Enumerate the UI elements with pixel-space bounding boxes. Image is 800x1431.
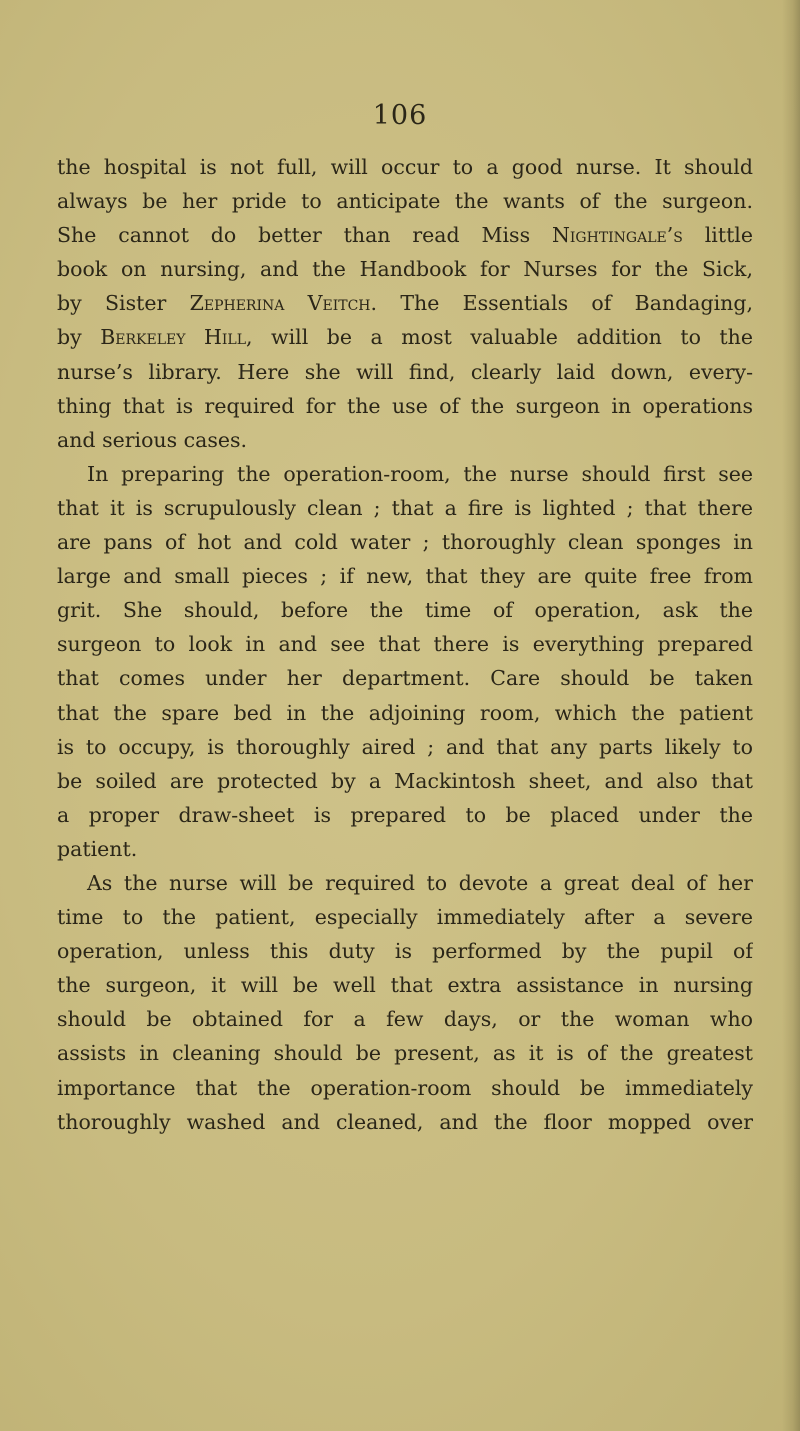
text-line: operation, unless this duty is performed by the pupil of bbox=[57, 939, 753, 964]
text-line: patient. bbox=[57, 836, 138, 861]
paragraph-start-line: As the nurse will be required to devote a great deal of her bbox=[87, 870, 753, 895]
text-line: the surgeon, it will be well that extra assistance in nursing bbox=[57, 973, 753, 998]
text-line: book on nursing, and the Handbook for Nurses for the Sick, bbox=[57, 257, 753, 282]
page-number: 106 bbox=[372, 100, 428, 131]
body-text bbox=[57, 150, 753, 1139]
text-line: grit. She should, before the time of operation, ask the bbox=[57, 598, 753, 623]
text-line: that the spare bed in the adjoining room, which the patient bbox=[57, 700, 753, 725]
text-line: nurse’s library. Here she will find, clearly laid down, every- bbox=[57, 359, 753, 384]
text-line: by Berkeley Hill, will be a most valuable addition to the bbox=[57, 325, 753, 350]
text-line: She cannot do better than read Miss Nightingale’s little bbox=[57, 223, 753, 248]
text-line: always be her pride to anticipate the wants of the surgeon. bbox=[57, 189, 753, 214]
text-line: that it is scrupulously clean ; that a fire is lighted ; that there bbox=[57, 495, 753, 520]
text-line: be soiled are protected by a Mackintosh sheet, and also that bbox=[57, 768, 753, 793]
text-line: that comes under her department. Care should be taken bbox=[57, 666, 753, 691]
text-line: large and small pieces ; if new, that they are quite free from bbox=[57, 564, 753, 589]
text-line: is to occupy, is thoroughly aired ; and that any parts likely to bbox=[57, 734, 753, 759]
text-line: the hospital is not full, will occur to a good nurse. It should bbox=[57, 155, 753, 179]
text-line: thing that is required for the use of the surgeon in operations bbox=[57, 393, 753, 418]
text-line: are pans of hot and cold water ; thoroughly clean sponges in bbox=[57, 530, 753, 555]
text-line: a proper draw-sheet is prepared to be placed under the bbox=[57, 802, 753, 827]
text-line: and serious cases. bbox=[57, 427, 248, 452]
author-name: Berkeley Hill bbox=[100, 325, 247, 350]
text-line: thoroughly washed and cleaned, and the floor mopped over bbox=[57, 1109, 753, 1134]
text-line: surgeon to look in and see that there is everything prepared bbox=[57, 632, 753, 657]
paragraph-start-line: In preparing the operation-room, the nurse should first see bbox=[87, 461, 753, 486]
text-line: assists in cleaning should be present, as it is of the greatest bbox=[57, 1041, 753, 1066]
page-edge-shadow bbox=[782, 0, 800, 1431]
text-line: time to the patient, especially immediately after a severe bbox=[57, 905, 753, 930]
text-line: importance that the operation-room should be immediately bbox=[57, 1075, 753, 1100]
text-line: should be obtained for a few days, or the woman who bbox=[57, 1007, 753, 1032]
author-name: Zepherina Veitch bbox=[189, 291, 371, 316]
text-line: by Sister Zepherina Veitch. The Essentials of Bandaging, bbox=[57, 291, 753, 316]
author-name: Nightingale’s bbox=[551, 223, 683, 248]
